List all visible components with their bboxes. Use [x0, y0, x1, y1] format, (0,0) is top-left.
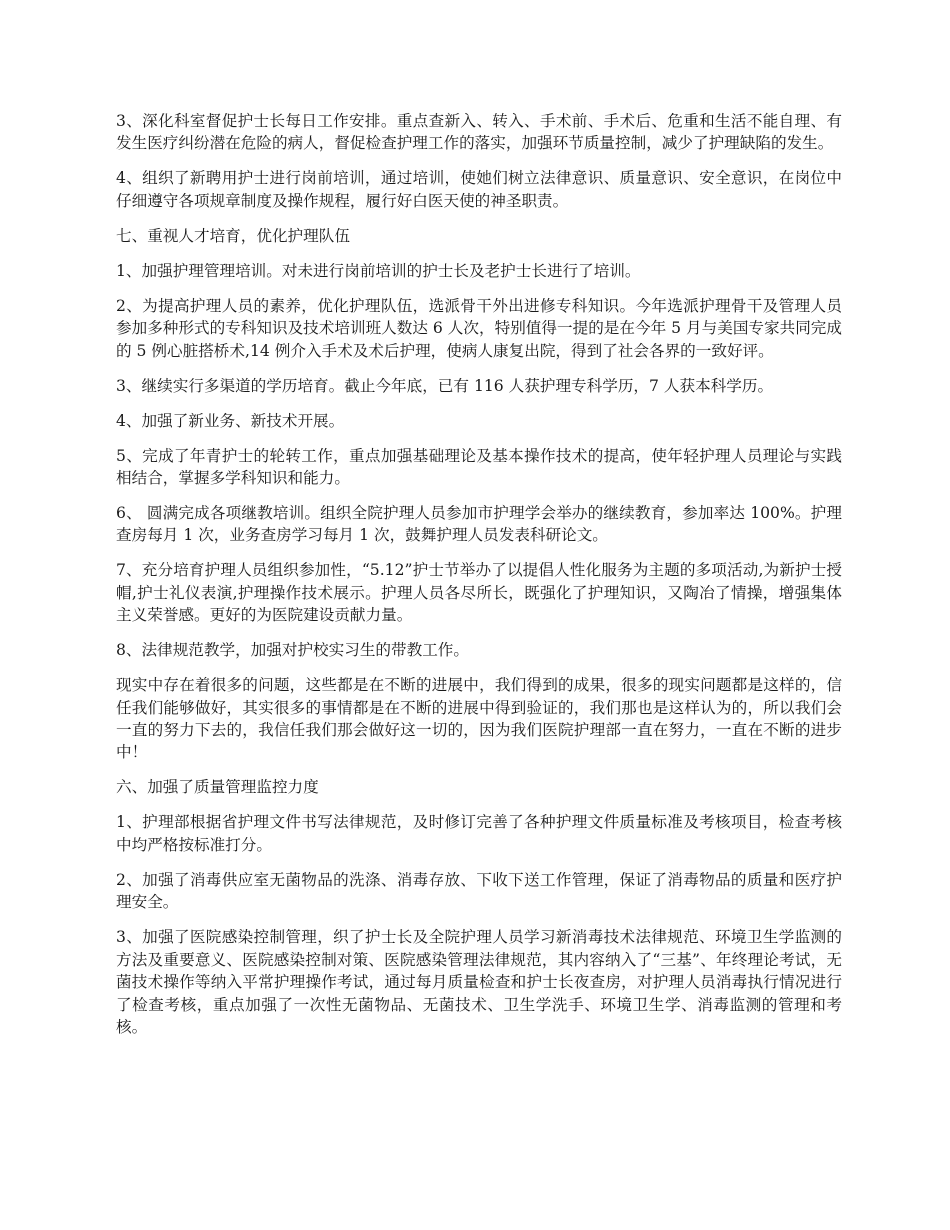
paragraph-item-7-nurses-day: 7、充分培育护理人员组织参加性，“5.12”护士节举办了以提倡人性化服务为主题的多项活动,为新护士授帽,护士礼仪表演,护理操作技术展示。护理人员各尽所长，既强化了护理知识，又陶冶了情操，增强集体主义荣誉感。更好的为医院建设贡献力量。 — [116, 561, 842, 625]
paragraph-item-4-new-nurse-training: 4、组织了新聘用护士进行岗前培训，通过培训，使她们树立法律意识、质量意识、安全意识，在岗位中仔细遵守各项规章制度及操作规程，履行好白医天使的神圣职责。 — [116, 169, 842, 210]
paragraph-item-2-specialist-training: 2、为提高护理人员的素养，优化护理队伍，选派骨干外出进修专科知识。今年选派护理骨干及管理人员参加多种形式的专科知识及技术培训班人数达 6 人次，特别值得一提的是在今年 5 月与美国专家共同完成的 5 例心脏搭桥术,14 例介入手术及术后护理，使病人康复出院，得到了社会各界的一致好评。 — [116, 296, 842, 360]
paragraph-item-3-infection-control: 3、加强了医院感染控制管理，织了护士长及全院护理人员学习新消毒技术法律规范、环境卫生学监测的方法及重要意义、医院感染控制对策、医院感染管理法律规范，其内容纳入了“三基”、年终理论考试，无菌技术操作等纳入平常护理操作考试，通过每月质量检查和护士长夜查房，对护理人员消毒执行情况进行了检查考核，重点加强了一次性无菌物品、无菌技术、卫生学洗手、环境卫生学、消毒监测的管理和考核。 — [116, 928, 842, 1036]
paragraph-item-6-continuing-education: 6、 圆满完成各项继教培训。组织全院护理人员参加市护理学会举办的继续教育，参加率达 100%。护理查房每月 1 次，业务查房学习每月 1 次，鼓舞护理人员发表科研论文。 — [116, 504, 842, 545]
section-heading-talent-cultivation: 七、重视人才培育，优化护理队伍 — [116, 226, 350, 245]
paragraph-item-1-document-standards: 1、护理部根据省护理文件书写法律规范，及时修订完善了各种护理文件质量标准及考核项目，检查考核中均严格按标准打分。 — [116, 813, 842, 854]
paragraph-item-3-education: 3、继续实行多渠道的学历培育。截止今年底，已有 116 人获护理专科学历，7 人获本科学历。 — [116, 376, 774, 395]
section-heading-quality-monitoring: 六、加强了质量管理监控力度 — [116, 778, 319, 797]
paragraph-item-1-management-training: 1、加强护理管理培训。对未进行岗前培训的护士长及老护士长进行了培训。 — [116, 261, 641, 280]
paragraph-item-8-intern-teaching: 8、法律规范教学，加强对护校实习生的带教工作。 — [116, 641, 469, 660]
paragraph-item-2-sterile-supply: 2、加强了消毒供应室无菌物品的洗涤、消毒存放、下收下送工作管理，保证了消毒物品的质量和医疗护理安全。 — [116, 870, 842, 912]
paragraph-item-4-new-business: 4、加强了新业务、新技术开展。 — [116, 411, 345, 430]
document-body — [116, 110, 842, 1051]
paragraph-item-3-ward-supervision: 3、深化科室督促护士长每日工作安排。重点查新入、转入、手术前、手术后、危重和生活不能自理、有发生医疗纠纷潜在危险的病人，督促检查护理工作的落实，加强环节质量控制，减少了护理缺陷的发生。 — [116, 112, 842, 153]
paragraph-item-5-rotation: 5、完成了年青护士的轮转工作，重点加强基础理论及基本操作技术的提高，使年轻护理人员理论与实践相结合，掌握多学科知识和能力。 — [116, 446, 842, 488]
paragraph-reflection: 现实中存在着很多的问题，这些都是在不断的进展中，我们得到的成果，很多的现实问题都是这样的，信任我们能够做好，其实很多的事情都是在不断的进展中得到验证的，我们那也是这样认为的，所以我们会一直的努力下去的，我信任我们那会做好这一切的，因为我们医院护理部一直在努力，一直在不断的进步中！ — [116, 676, 842, 762]
